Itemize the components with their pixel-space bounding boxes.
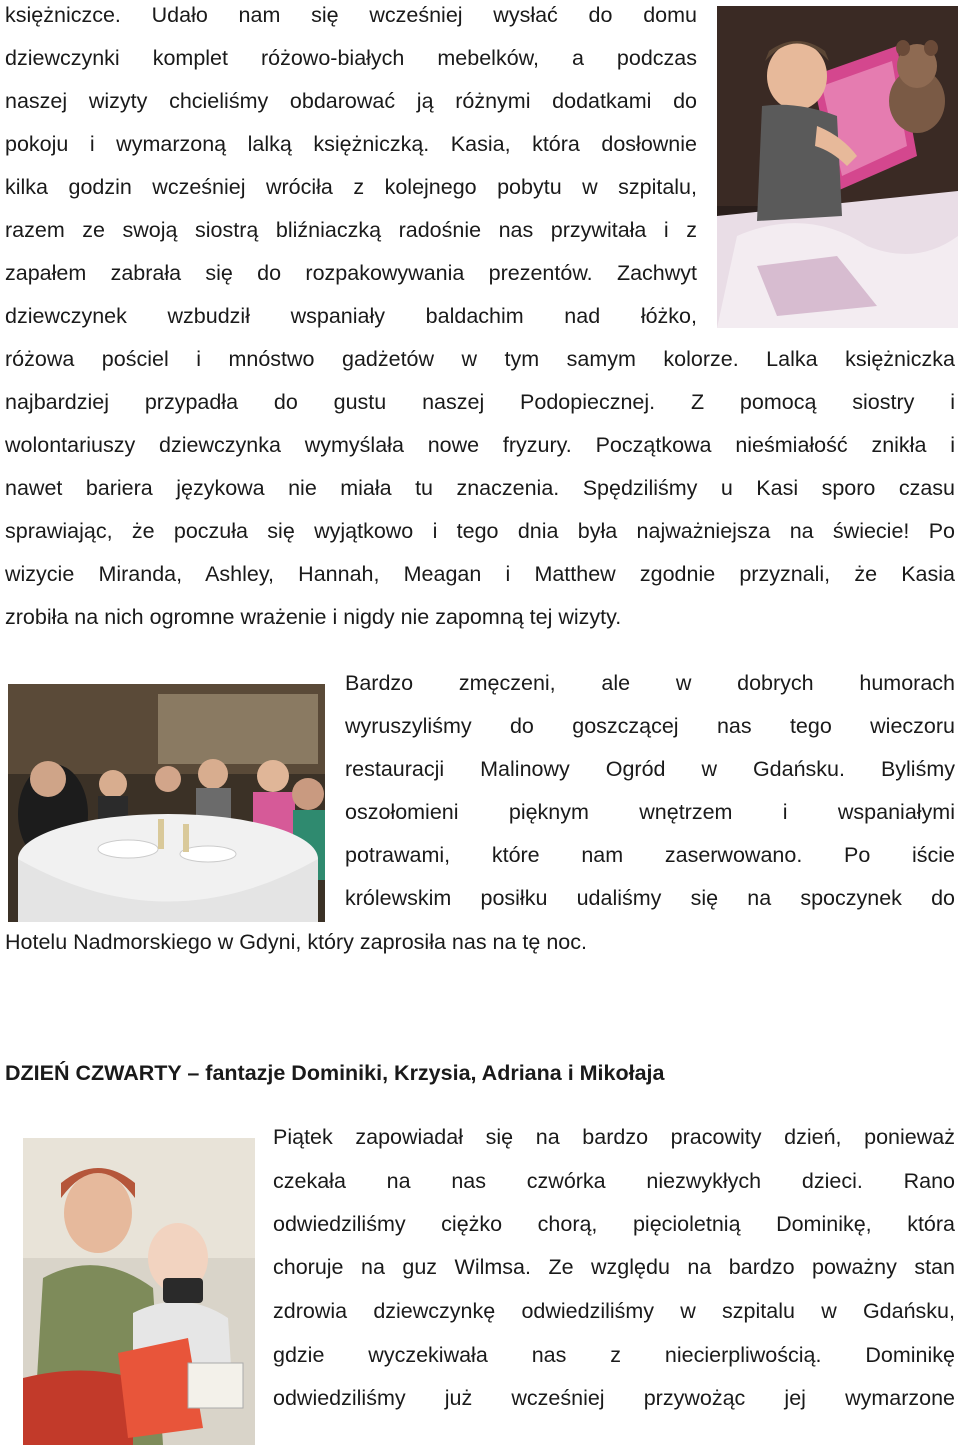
text-line: sprawiając, że poczuła się wyjątkowo i tego dnia była najważniejsza na świecie! Po [5, 519, 955, 543]
text-line: razem ze swoją siostrą bliźniaczką radośnie nas przywitała i z [5, 218, 697, 242]
photo-dominika-with-mother [23, 1138, 255, 1445]
text-line: naszej wizyty chcieliśmy obdarować ją różnymi dodatkami do [5, 89, 697, 113]
text-line: zdrowia dziewczynkę odwiedziliśmy w szpitalu w Gdańsku, [273, 1299, 955, 1323]
text-line: dziewczynek wzbudził wspaniały baldachim nad łóżko, [5, 304, 697, 328]
text-line: Bardzo zmęczeni, ale w dobrych humorach [345, 671, 955, 695]
text-line: choruje na guz Wilmsa. Ze względu na bardzo poważny stan [273, 1255, 955, 1279]
text-line: wolontariuszy dziewczynka wymyślała nowe fryzury. Początkowa nieśmiałość znikła i [5, 433, 955, 457]
text-line: potrawami, które nam zaserwowano. Po iście [345, 843, 955, 867]
day-four-heading: DZIEŃ CZWARTY – fantazje Dominiki, Krzysia, Adriana i Mikołaja [5, 1061, 665, 1085]
text-line: zrobiła na nich ogromne wrażenie i nigdy nie zapomną tej wizyty. [5, 605, 622, 629]
text-line: dziewczynki komplet różowo-białych mebelków, a podczas [5, 46, 697, 70]
text-line: oszołomieni pięknym wnętrzem i wspaniałymi [345, 800, 955, 824]
photo-restaurant-dinner [8, 684, 325, 922]
text-line: różowa pościel i mnóstwo gadżetów w tym samym kolorze. Lalka księżniczka [5, 347, 955, 371]
text-line: wizycie Miranda, Ashley, Hannah, Meagan i Matthew zgodnie przyznali, że Kasia [5, 562, 955, 586]
text-line: gdzie wyczekiwała nas z niecierpliwością. Dominikę [273, 1343, 955, 1367]
text-line: kilka godzin wcześniej wróciła z kolejnego pobytu w szpitalu, [5, 175, 697, 199]
text-line: odwiedziliśmy już wcześniej przywożąc jej wymarzone [273, 1386, 955, 1410]
text-line: nawet bariera językowa nie miała tu znaczenia. Spędziliśmy u Kasi sporo czasu [5, 476, 955, 500]
text-line: Piątek zapowiadał się na bardzo pracowity dzień, ponieważ [273, 1125, 955, 1149]
text-line: królewskim posiłku udaliśmy się na spoczynek do [345, 886, 955, 910]
text-line: pokoju i wymarzoną lalką księżniczką. Kasia, która dosłownie [5, 132, 697, 156]
text-line: czekała na nas czwórka niezwykłych dzieci. Rano [273, 1169, 955, 1193]
text-line: księżniczce. Udało nam się wcześniej wysłać do domu [5, 3, 697, 27]
text-line: wyruszyliśmy do goszczącej nas tego wieczoru [345, 714, 955, 738]
photo-child-with-gifts [717, 6, 958, 328]
text-line: zapałem zabrała się do rozpakowywania prezentów. Zachwyt [5, 261, 697, 285]
text-line: odwiedziliśmy ciężko chorą, pięcioletnią Dominikę, która [273, 1212, 955, 1236]
text-line: restauracji Malinowy Ogród w Gdańsku. Byliśmy [345, 757, 955, 781]
text-line: Hotelu Nadmorskiego w Gdyni, który zaprosiła nas na tę noc. [5, 930, 587, 954]
text-line: najbardziej przypadła do gustu naszej Podopiecznej. Z pomocą siostry i [5, 390, 955, 414]
